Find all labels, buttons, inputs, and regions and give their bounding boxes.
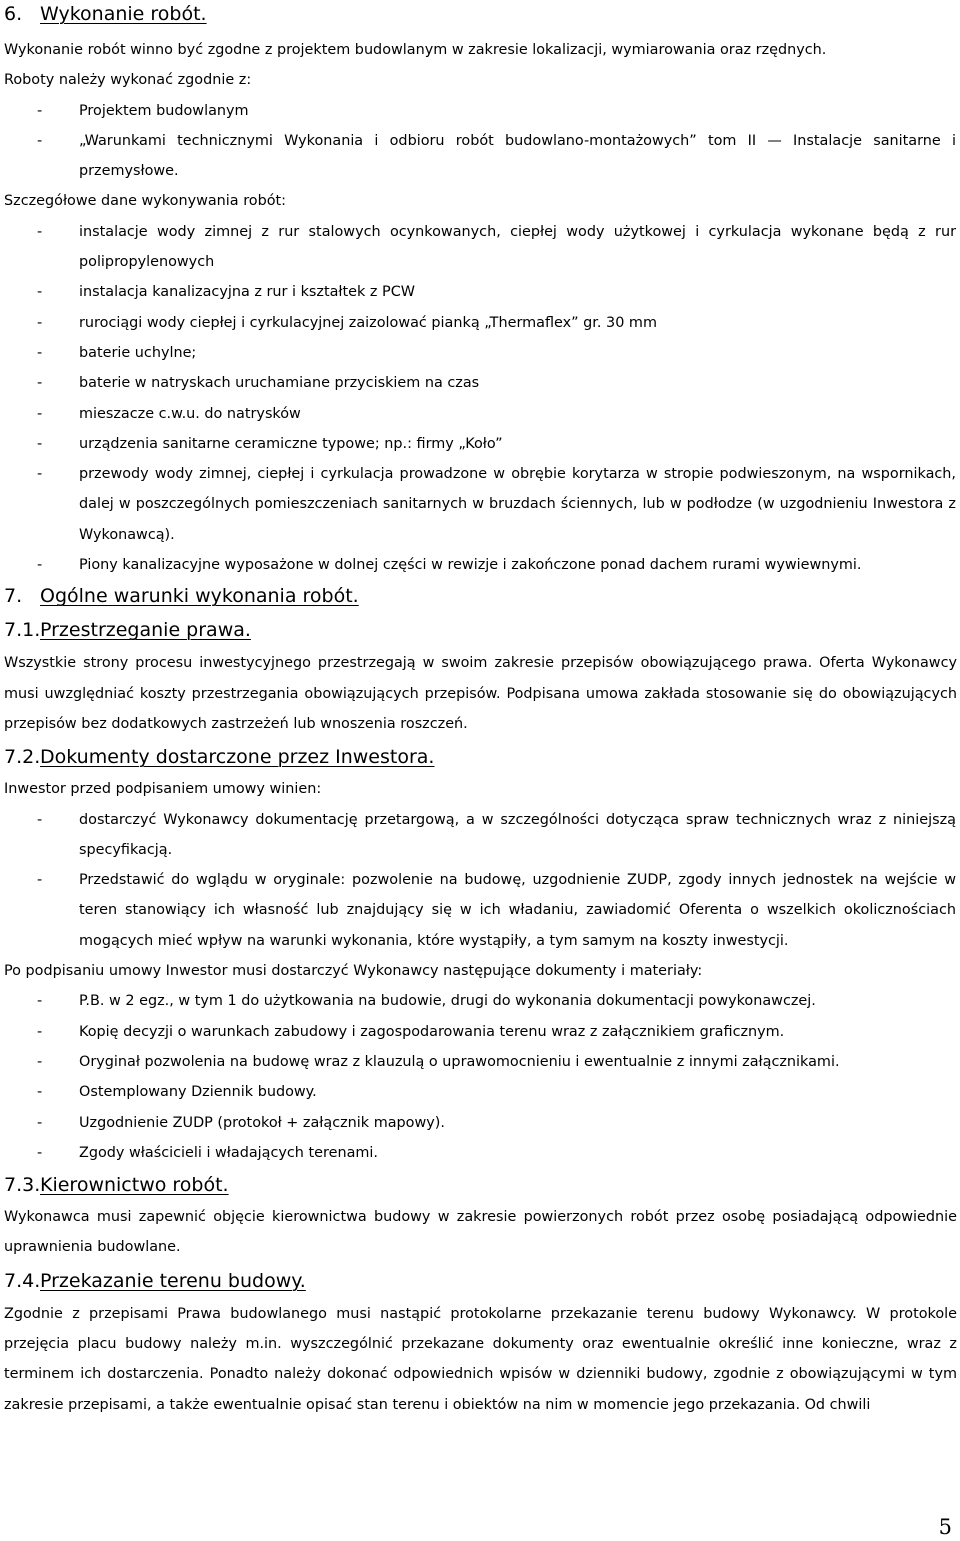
list-item-text: baterie uchylne;	[79, 344, 197, 361]
section-title: Przekazanie terenu budowy.	[40, 1269, 306, 1292]
list-dash: -	[37, 284, 43, 301]
list-dash: -	[37, 435, 43, 452]
list-dash: -	[37, 314, 43, 331]
list-dash: -	[37, 557, 43, 574]
list-item	[4, 368, 957, 398]
list-item-text: mieszacze c.w.u. do natrysków	[79, 405, 301, 422]
paragraph: Szczegółowe dane wykonywania robót:	[4, 193, 287, 210]
list-item-text: dostarczyć Wykonawcy dokumentację przetargową, a w szczególności dotycząca spraw technicznych wraz z niniejszą specyfikacją.	[79, 811, 956, 858]
list-item	[4, 550, 957, 580]
section-7-heading	[4, 584, 957, 608]
list-item-text: baterie w natryskach uruchamiane przyciskiem na czas	[79, 375, 480, 392]
list-item	[4, 126, 957, 187]
list-item	[4, 217, 957, 278]
list-dash: -	[37, 466, 43, 483]
list-item	[4, 277, 957, 307]
section-title: Ogólne warunki wykonania robót.	[40, 585, 359, 608]
list-dash: -	[37, 132, 43, 149]
list-item	[4, 399, 957, 429]
section-7-3-heading	[4, 1173, 957, 1197]
list-item-text: „Warunkami technicznymi Wykonania i odbioru robót budowlano-montażowych” tom II — Instalacje sanitarne i przemysłowe.	[79, 132, 956, 180]
section-7-1-heading	[4, 618, 957, 642]
list-item-text: Oryginał pozwolenia na budowę wraz z klauzulą o uprawomocnieniu i ewentualnie z innymi załącznikami.	[79, 1053, 840, 1070]
list-dash: -	[37, 872, 43, 889]
list-item-text: Przedstawić do wglądu w oryginale: pozwolenie na budowę, uzgodnienie ZUDP, zgody innych jednostek na wejście w teren stanowiący ich własność lub znajdujący się w ich władaniu, zawiadomić Oferenta o wszelkich okolicznościach mogących mieć wpływ na warunki wykonania, które wystąpiły, a tym samym na koszty inwestycji.	[79, 872, 956, 949]
document-body	[4, 0, 957, 1420]
list-item	[4, 429, 957, 459]
list-item	[4, 1077, 957, 1107]
page-number: 5	[938, 1515, 952, 1539]
list-item	[4, 308, 957, 338]
paragraph: Inwestor przed podpisaniem umowy winien:	[4, 781, 322, 798]
list-item-text: Uzgodnienie ZUDP (protokoł + załącznik mapowy).	[79, 1114, 445, 1131]
list-dash: -	[37, 1114, 43, 1131]
section-title: Przestrzeganie prawa.	[40, 619, 251, 642]
list-item-text: Ostemplowany Dziennik budowy.	[79, 1084, 317, 1101]
section-7-2-heading	[4, 745, 957, 769]
list-item	[4, 805, 957, 866]
section-7-4-heading	[4, 1269, 957, 1293]
section-6-heading	[4, 2, 957, 26]
list-item-text: instalacja kanalizacyjna z rur i kształtek z PCW	[79, 284, 415, 301]
paragraph: Zgodnie z przepisami Prawa budowlanego musi nastąpić protokolarne przekazanie terenu budowy Wykonawcy. W protokole przejęcia placu budowy należy m.in. wyszczególnić przekazane dokumenty oraz ewentualnie określić inne konieczne, wraz z terminem ich dostarczenia. Ponadto należy dokonać odpowiednich wpisów w dzienniki budowy, zgodnie z obowiązującymi w tym zakresie przepisami, a także ewentualnie opisać stan terenu i obiektów na nim w momencie jego przekazania. Od chwili	[4, 1305, 957, 1413]
section-number: 7.2.	[4, 746, 41, 769]
list-dash: -	[37, 993, 43, 1010]
list-item-text: przewody wody zimnej, ciepłej i cyrkulacja prowadzone w obrębie korytarza w stropie podwieszonym, na wspornikach, dalej w poszczególnych pomieszczeniach sanitarnych w bruzdach ściennych, lub w podłodze (w uzgodnieniu Inwestora z Wykonawcą).	[79, 466, 956, 543]
paragraph: Wykonanie robót winno być zgodne z projektem budowlanym w zakresie lokalizacji, wymiarowania oraz rzędnych.	[4, 42, 827, 58]
list-item-text: urządzenia sanitarne ceramiczne typowe; np.: firmy „Koło”	[79, 435, 503, 452]
section-title: Dokumenty dostarczone przez Inwestora.	[40, 746, 435, 769]
list-dash: -	[37, 223, 43, 240]
list-dash: -	[37, 1144, 43, 1161]
section-number: 7.1.	[4, 619, 41, 642]
list-dash: -	[37, 405, 43, 422]
section-number: 7.	[4, 585, 23, 608]
section-number: 7.4.	[4, 1269, 41, 1292]
list-dash: -	[37, 344, 43, 361]
list-item	[4, 338, 957, 368]
paragraph: Roboty należy wykonać zgodnie z:	[4, 72, 252, 89]
paragraph: Wykonawca musi zapewnić objęcie kierownictwa budowy w zakresie powierzonych robót przez osobę posiadającą odpowiednie uprawnienia budowlane.	[4, 1209, 957, 1256]
paragraph: Po podpisaniu umowy Inwestor musi dostarczyć Wykonawcy następujące dokumenty i materiały:	[4, 963, 703, 980]
list-item	[4, 459, 957, 550]
list-item-text: instalacje wody zimnej z rur stalowych ocynkowanych, ciepłej wody użytkowej i cyrkulacja wykonane będą z rur polipropylenowych	[79, 223, 956, 271]
list-item-text: Projektem budowlanym	[79, 102, 249, 119]
list-item-text: Zgody właścicieli i władających terenami.	[79, 1144, 378, 1161]
section-number: 6.	[4, 3, 23, 25]
list-item	[4, 865, 957, 956]
list-dash: -	[37, 1084, 43, 1101]
list-item	[4, 1047, 957, 1077]
list-item-text: Kopię decyzji o warunkach zabudowy i zagospodarowania terenu wraz z załącznikiem graficznym.	[79, 1023, 785, 1040]
section-title: Kierownictwo robót.	[40, 1174, 229, 1197]
section-number: 7.3.	[4, 1174, 41, 1197]
list-item-text: rurociągi wody ciepłej i cyrkulacyjnej zaizolować pianką „Thermaflex” gr. 30 mm	[79, 314, 657, 331]
list-dash: -	[37, 1023, 43, 1040]
section-title: Wykonanie robót.	[40, 3, 207, 25]
list-item-text: Piony kanalizacyjne wyposażone w dolnej części w rewizje i zakończone ponad dachem rurami wywiewnymi.	[79, 557, 862, 574]
list-item-text: P.B. w 2 egz., w tym 1 do użytkowania na budowie, drugi do wykonania dokumentacji powykonawczej.	[79, 993, 816, 1010]
list-dash: -	[37, 811, 43, 828]
list-item	[4, 1108, 957, 1138]
list-item	[4, 986, 957, 1016]
list-dash: -	[37, 1053, 43, 1070]
list-item	[4, 96, 957, 126]
list-dash: -	[37, 375, 43, 392]
list-dash: -	[37, 102, 43, 119]
list-item	[4, 1017, 957, 1047]
paragraph: Wszystkie strony procesu inwestycyjnego przestrzegają w swoim zakresie przepisów obowiązującego prawa. Oferta Wykonawcy musi uwzględniać koszty przestrzegania obowiązujących przepisów. Podpisana umowa zakłada stosowanie się do obowiązujących przepisów bez dodatkowych zastrzeżeń lub wnoszenia roszczeń.	[4, 655, 957, 732]
list-item	[4, 1138, 957, 1168]
